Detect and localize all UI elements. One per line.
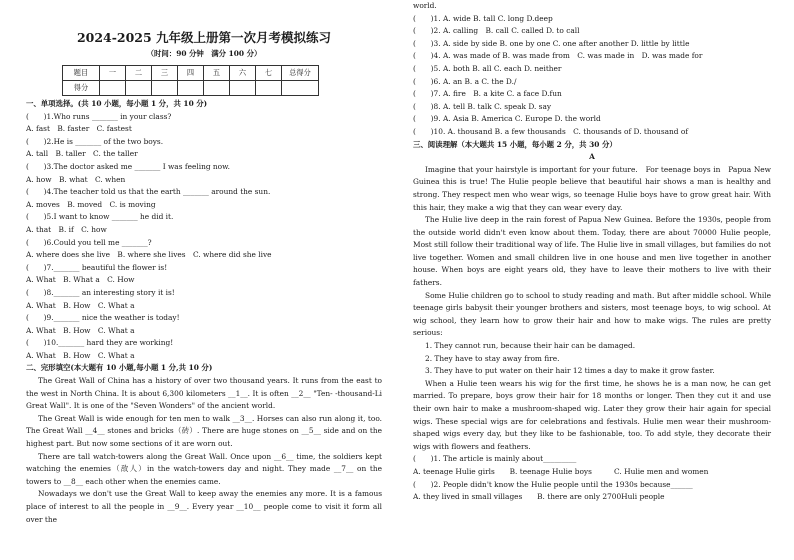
score-cell: 五 bbox=[204, 66, 230, 81]
score-input-cell bbox=[178, 81, 204, 96]
question-line: ( )5.I want to know _______ he did it. bbox=[26, 212, 174, 222]
score-cell: 总得分 bbox=[282, 66, 319, 81]
question-line: 二、完形填空(本大题有 10 小题,每小题 1 分,共 10 分) bbox=[26, 363, 213, 373]
score-input-cell bbox=[152, 81, 178, 96]
question-line: ( )4.The teacher told us that the earth _______ around the sun. bbox=[26, 187, 271, 197]
option-line: A bbox=[589, 152, 595, 162]
cloze-options bbox=[413, 0, 771, 164]
question-line: A. What B. What a C. How bbox=[26, 275, 135, 285]
passage-paragraph: The Hulie live deep in the rain forest of Papua New Guinea. Before the 1930s, people from the outside world didn't even know about them. Today, there are about 70000 Hulie people, Most still follow their traditional way of life. The Hulie live in small villages, but families do not live together. Women and small children live in one house and men live together in another house. When boys are eight years old, they have to leave their mothers to live with their fathers. bbox=[413, 215, 771, 288]
option-line: ( )6. A. an B. a C. the D./ bbox=[413, 76, 517, 86]
score-input-cell bbox=[282, 81, 319, 96]
score-input-cell bbox=[256, 81, 282, 96]
score-cell: 三 bbox=[152, 66, 178, 81]
right-column bbox=[413, 0, 771, 504]
page-title: 2024-2025 九年级上册第一次月考模拟练习 bbox=[76, 30, 332, 45]
question-line: A. where does she live B. where she lives C. where did she live bbox=[26, 250, 272, 260]
option-line: ( )4. A. was made of B. was made from C. was made in D. was made for bbox=[413, 51, 703, 61]
question-line: ( )2. People didn't know the Hulie people until the 1930s because______ bbox=[413, 479, 693, 489]
option-line: 三、阅读理解（本大题共 15 小题，每小题 2 分，共 30 分） bbox=[413, 139, 617, 149]
option-line: ( )10. A. thousand B. a few thousands C. thousands of D. thousand of bbox=[413, 126, 689, 136]
left-column bbox=[26, 0, 382, 526]
question-line: ( )8._______ an interesting story it is! bbox=[26, 287, 175, 297]
score-cell: 四 bbox=[178, 66, 204, 81]
score-cell: 题目 bbox=[63, 66, 100, 81]
option-line: world. bbox=[413, 1, 437, 10]
score-table bbox=[62, 65, 319, 96]
option-line: ( )7. A. fire B. a kite C. a face D.fun bbox=[413, 89, 562, 99]
reading-questions bbox=[413, 453, 771, 503]
option-line: ( )1. A. wide B. tall C. long D.deep bbox=[413, 13, 553, 23]
passage-paragraph: When a Hulie teen wears his wig for the first time, he shows he is a man now, he can get married. To prepare, boys grow their hair for 18 months or longer. Then they cut it and use their own hair to make a mushroom-shaped wig. Later they grow their hair again for special wigs. These special wigs are for celebrations and festivals. Hulie men wear their mushroom-shaped wigs every day, but they like to be fashionable, too. To add style, they decorate their wigs with flowers and feathers. bbox=[413, 378, 771, 451]
passage-paragraph: There are tall watch-towers along the Great Wall. Once upon __6__ time, the soldiers kept watching the enemies（敌人）in the watch-towers day and night. They made __7__ on the towers to __8__ each other when the enemies came. bbox=[26, 451, 382, 486]
rule-line: 2. They have to stay away from fire. bbox=[425, 353, 560, 363]
score-input-cell bbox=[204, 81, 230, 96]
score-cell: 七 bbox=[256, 66, 282, 81]
question-line: ( )1.Who runs _______ in your class? bbox=[26, 111, 172, 121]
question-line: A. they lived in small villages B. there are only 2700Huli people bbox=[413, 492, 665, 502]
option-line: ( )8. A. tell B. talk C. speak D. say bbox=[413, 101, 552, 111]
question-line: A. What B. How C. What a bbox=[26, 350, 135, 360]
score-input-cell bbox=[126, 81, 152, 96]
rule-line: 3. They have to put water on their hair 12 times a day to make it grow faster. bbox=[425, 366, 715, 376]
question-line: ( )1. The article is mainly about_________ bbox=[413, 454, 577, 464]
question-line: A. tall B. taller C. the taller bbox=[26, 149, 138, 159]
option-line: ( )3. A. side by side B. one by one C. one after another D. little by little bbox=[413, 38, 690, 48]
cloze-passage bbox=[26, 375, 382, 526]
question-line: A. What B. How C. What a bbox=[26, 325, 135, 335]
passage-paragraph: Some Hulie children go to school to study reading and math. But after middle school. While teenage girls babysit their younger brothers and sisters, most teenage boys, to wig school. At wig school, they learn how to grow their hair and how to make wigs. The rules are pretty serious: bbox=[413, 290, 771, 338]
question-line: 一、单项选择。(共 10 小题，每小题 1 分，共 10 分) bbox=[26, 99, 208, 108]
score-table-score-row bbox=[63, 81, 319, 96]
passage-paragraph: The Great Wall of China has a history of over two thousand years. It runs from the east to the west in North China. It is about 6,300 kilometers __1__. It is often __2__ "Ten- -thousand-Li Great Wall". It is one of the "Seven Wonders" of the ancient world. bbox=[26, 376, 382, 411]
score-input-cell bbox=[230, 81, 256, 96]
score-cell: 一 bbox=[100, 66, 126, 81]
score-table-header-row bbox=[63, 66, 319, 81]
score-input-cell bbox=[100, 81, 126, 96]
exam-info: （时间：90 分钟 满分 100 分） bbox=[146, 49, 262, 58]
question-line: A. moves B. moved C. is moving bbox=[26, 199, 156, 209]
reading-passage bbox=[413, 164, 771, 340]
question-line: A. What B. How C. What a bbox=[26, 300, 135, 310]
choice-questions bbox=[26, 98, 382, 375]
question-line: A. that B. if C. how bbox=[26, 224, 107, 234]
question-line: ( )9._______ nice the weather is today! bbox=[26, 313, 180, 323]
question-line: ( )6.Could you tell me _______? bbox=[26, 237, 152, 247]
score-cell: 六 bbox=[230, 66, 256, 81]
question-line: ( )10._______ hard they are working! bbox=[26, 338, 174, 348]
option-line: ( )2. A. calling B. call C. called D. to call bbox=[413, 26, 580, 36]
question-line: A. how B. what C. when bbox=[26, 174, 126, 184]
passage-paragraph: The Great Wall is wide enough for ten men to walk __3__. Horses can also run along it, too. The Great Wall __4__ stones and bricks（砖）. There are huge stones on __5__ side and on the highest part. But now some sections of it are worn out. bbox=[26, 413, 382, 449]
question-line: ( )3.The doctor asked me _______ I was feeling now. bbox=[26, 161, 230, 171]
question-line: A. teenage Hulie girls B. teenage Hulie boys C. Hulie men and women bbox=[413, 466, 709, 476]
rule-line: 1. They cannot run, because their hair can be damaged. bbox=[425, 341, 636, 351]
wig-school-rules bbox=[413, 340, 771, 378]
question-line: ( )2.He is _______ of the two boys. bbox=[26, 136, 164, 146]
passage-paragraph: Nowadays we don't use the Great Wall to keep away the enemies any more. It is a famous place of interest to all the people in __9__. Every year __10__ people come to visit it form all over the bbox=[26, 489, 382, 524]
option-line: ( )9. A. Asia B. America C. Europe D. the world bbox=[413, 114, 601, 124]
reading-passage-continued bbox=[413, 378, 771, 454]
question-line: A. fast B. faster C. fastest bbox=[26, 124, 132, 134]
score-cell: 得分 bbox=[63, 81, 100, 96]
option-line: ( )5. A. both B. all C. each D. neither bbox=[413, 63, 562, 73]
question-line: ( )7._______ beautiful the flower is! bbox=[26, 262, 168, 272]
score-cell: 二 bbox=[126, 66, 152, 81]
passage-paragraph: Imagine that your hairstyle is important for your future. For teenage boys in Papua New Guinea this is true! The Hulie people believe that beautiful hair shows a man is healthy and strong. They respect men who wear wigs, so teenage Hulie boys have to grow great hair. With this hair, they make a wig that they can wear every day. bbox=[413, 164, 771, 212]
